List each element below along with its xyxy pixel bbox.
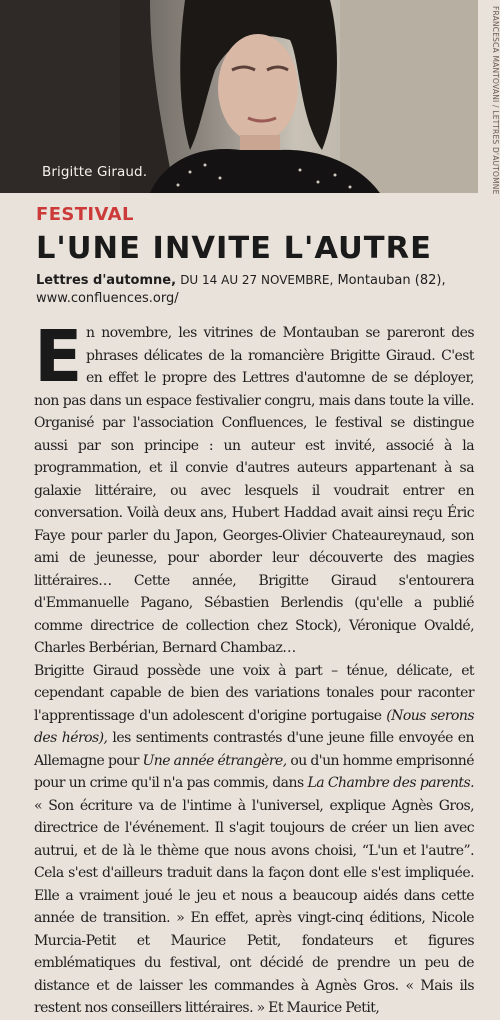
paragraph-1-text: n novembre, les vitrines de Montauban se pareront des phrases délicates de la romancière Brigitte Giraud. C'est en effet le propre des Lettres d'automne de se déployer, non pas dans un espace festivalier congru, mais dans toute la ville. Organisé par l'association Confluences, le festival se distingue aussi par son principe : un auteur est invité, associé à la programmation, et il convie d'autres auteurs appartenant à sa galaxie littéraire, ou avec lesquels il voudrait entrer en conversation. Voilà deux ans, Hubert Haddad avait ainsi reçu Éric Faye pour parler du Japon, Georges-Olivier Chateaureynaud, son ami de jeunesse, pour aborder leur découverte des magies littéraires… Cette année, Brigitte Giraud s'entourera d'Emmanuelle Pagano, Sébastien Berlendis (qu'elle a publié comme directrice de collection chez Stock), Véronique Ovaldé, Charles Berbérian, Bernard Chambaz…	[34, 325, 474, 656]
book-title-1: (Nous serons des héros),	[34, 707, 474, 746]
photo-credit: FRANCESCA MANTOVANI / LETTRES D'AUTOMNE	[491, 6, 500, 195]
section-kicker: FESTIVAL	[36, 204, 134, 225]
paragraph-2-text-3: ou d'un homme emprisonné pour un crime qu'il n'a pas commis, dans	[34, 752, 474, 791]
paragraph-1	[34, 315, 474, 660]
festival-url[interactable]: www.confluences.org/	[36, 291, 179, 306]
paragraph-2-text-2: les sentiments contrastés d'une jeune fille envoyée en Allemagne pour	[34, 730, 474, 769]
paragraph-2	[34, 660, 474, 1020]
paragraph-2-text-4: « Son écriture va de l'intime à l'universel, explique Agnès Gros, directrice de l'événement. Il s'agit toujours de créer un lien avec autrui, et de là le thème que nous avons choisi, “L'un et l'autre”. Cela s'est d'ailleurs traduit dans la façon dont elle s'est impliquée. Elle a vraiment joué le jeu et nous a beaucoup aidés dans cette année de transition. » En effet, après vingt-cinq éditions, Nicole Murcia-Petit et Maurice Petit, fondateurs et figures emblématiques du festival, ont décidé de prendre un peu de distance et de laisser les commandes à Agnès Gros. « Mais ils restent nos conseillers littéraires. » Et Maurice Petit,	[34, 797, 474, 1016]
article-title: L'UNE INVITE L'AUTRE	[36, 231, 432, 266]
photo-caption: Brigitte Giraud.	[42, 164, 148, 180]
drop-cap: E	[34, 315, 82, 398]
festival-dates: DU 14 AU 27 NOVEMBRE,	[180, 273, 334, 287]
event-info	[36, 271, 476, 308]
article-body	[34, 315, 474, 1020]
festival-name: Lettres d'automne,	[36, 273, 177, 288]
festival-place: Montauban (82),	[337, 273, 446, 288]
paragraph-2-text-1: Brigitte Giraud possède une voix à part – ténue, délicate, et cependant capable de bien des variations tonales pour raconter l'apprentissage d'un adolescent d'origine portugaise	[34, 662, 474, 724]
book-title-3: La Chambre des parents.	[307, 775, 474, 791]
book-title-2: Une année étrangère,	[142, 752, 287, 769]
author-photo	[0, 0, 478, 193]
